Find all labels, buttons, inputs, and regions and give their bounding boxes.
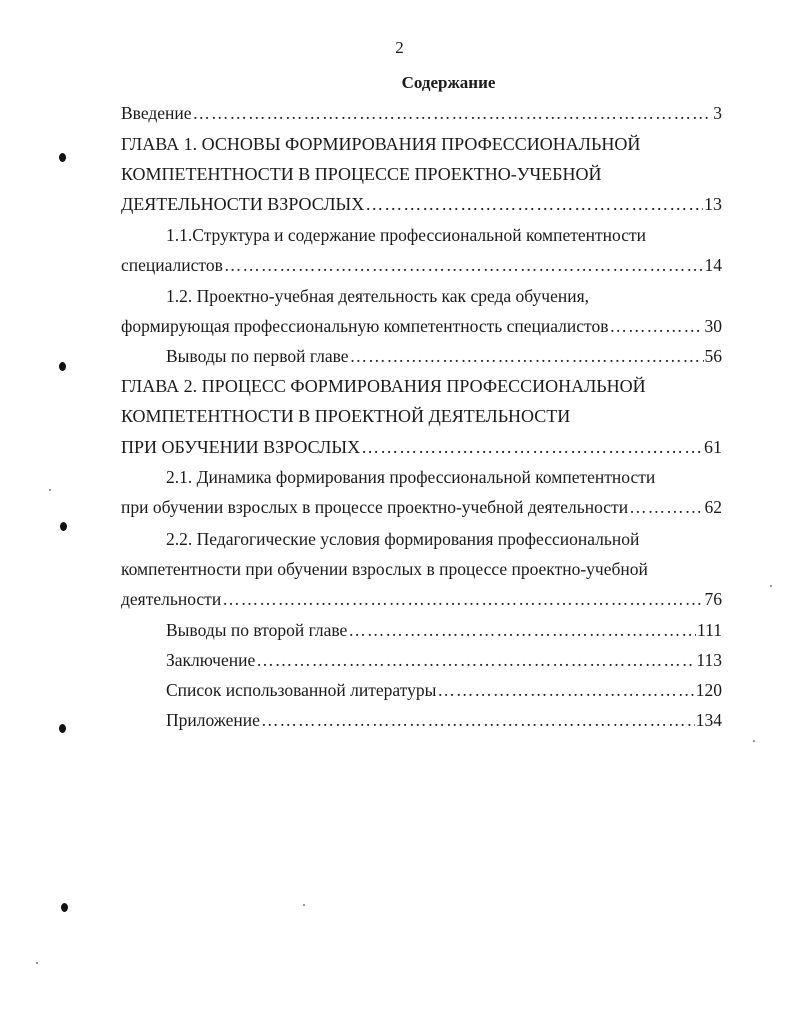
- toc-label: деятельности: [121, 589, 222, 609]
- toc-label: Выводы по второй главе: [166, 620, 348, 640]
- toc-label: ДЕЯТЕЛЬНОСТИ ВЗРОСЛЫХ: [121, 194, 365, 214]
- scan-speck: [753, 740, 755, 742]
- toc-entry-intro: [121, 98, 722, 128]
- scan-speck: [49, 489, 51, 491]
- toc-label: Введение: [121, 103, 192, 123]
- dot-leader: [222, 584, 703, 614]
- toc-page: 62: [704, 497, 722, 517]
- dot-leader: [224, 250, 704, 280]
- scan-speck: [770, 585, 772, 587]
- dot-leader: [193, 98, 713, 128]
- dot-leader: [256, 645, 695, 675]
- toc-chapter-2-title-line-3: [121, 432, 722, 462]
- toc-page: 30: [704, 316, 722, 336]
- toc-section-2-1-line-1: 2.1. Динамика формирования профессиональной компетентности: [166, 467, 656, 487]
- toc-chapter-1-title-line-2: КОМПЕТЕНТНОСТИ В ПРОЦЕССЕ ПРОЕКТНО-УЧЕБНОЙ: [121, 164, 602, 184]
- dot-leader: [365, 189, 703, 219]
- dot-leader: [629, 492, 703, 522]
- dot-leader: [348, 615, 696, 645]
- punch-hole-mark: [60, 522, 67, 531]
- toc-section-2-2-line-3: [121, 584, 722, 614]
- toc-page: 61: [704, 437, 722, 457]
- toc-page: 56: [704, 346, 722, 366]
- toc-page: 120: [695, 680, 722, 700]
- punch-hole-mark: [61, 903, 68, 912]
- dot-leader: [361, 432, 703, 462]
- toc-chapter-1-title-line-3: [121, 189, 722, 219]
- toc-page: 14: [704, 255, 722, 275]
- toc-page: 3: [713, 103, 722, 123]
- page-number: 2: [395, 38, 404, 57]
- toc-page: 13: [704, 194, 722, 214]
- toc-section-1-1-line-2: [121, 250, 722, 280]
- toc-label: при обучении взрослых в процессе проектно-учебной деятельности: [121, 497, 629, 517]
- dot-leader: [261, 705, 695, 735]
- scan-speck: [303, 904, 305, 906]
- toc-section-2-1-line-2: [121, 492, 722, 522]
- toc-entry-references: [166, 675, 722, 705]
- toc-label: Выводы по первой главе: [166, 346, 349, 366]
- scan-speck: [36, 962, 38, 964]
- toc-entry-conclusions-1: [166, 341, 722, 371]
- toc-page: 134: [695, 710, 722, 730]
- dot-leader: [437, 675, 694, 705]
- toc-entry-conclusions-2: [166, 615, 722, 645]
- toc-section-2-2-line-1: 2.2. Педагогические условия формирования профессиональной: [166, 529, 640, 549]
- punch-hole-mark: [59, 724, 66, 733]
- toc-label: Приложение: [166, 710, 260, 730]
- toc-section-1-2-line-2: [121, 311, 722, 341]
- toc-page: 76: [704, 589, 722, 609]
- toc-page: 113: [696, 650, 722, 670]
- toc-page: 111: [697, 620, 722, 640]
- punch-hole-mark: [59, 153, 66, 162]
- toc-label: Заключение: [166, 650, 256, 670]
- toc-label: специалистов: [121, 255, 223, 275]
- toc-chapter-1-title-line-1: ГЛАВА 1. ОСНОВЫ ФОРМИРОВАНИЯ ПРОФЕССИОНАЛЬНОЙ: [121, 134, 641, 154]
- toc-label: ПРИ ОБУЧЕНИИ ВЗРОСЛЫХ: [121, 437, 361, 457]
- toc-label: Список использованной литературы: [166, 680, 437, 700]
- toc-chapter-2-title-line-1: ГЛАВА 2. ПРОЦЕСС ФОРМИРОВАНИЯ ПРОФЕССИОНАЛЬНОЙ: [121, 376, 646, 396]
- toc-entry-conclusion: [166, 645, 722, 675]
- page-title: Содержание: [401, 73, 496, 92]
- toc-entry-appendix: [166, 705, 722, 735]
- toc-section-1-1-line-1: 1.1.Структура и содержание профессиональной компетентности: [166, 225, 646, 245]
- toc-chapter-2-title-line-2: КОМПЕТЕНТНОСТИ В ПРОЕКТНОЙ ДЕЯТЕЛЬНОСТИ: [121, 406, 571, 426]
- dot-leader: [609, 311, 703, 341]
- toc-section-2-2-line-2: компетентности при обучении взрослых в процессе проектно-учебной: [121, 559, 648, 579]
- punch-hole-mark: [59, 362, 66, 371]
- toc-label: формирующая профессиональную компетентность специалистов: [121, 316, 609, 336]
- toc-section-1-2-line-1: 1.2. Проектно-учебная деятельность как среда обучения,: [166, 286, 589, 306]
- dot-leader: [350, 341, 704, 371]
